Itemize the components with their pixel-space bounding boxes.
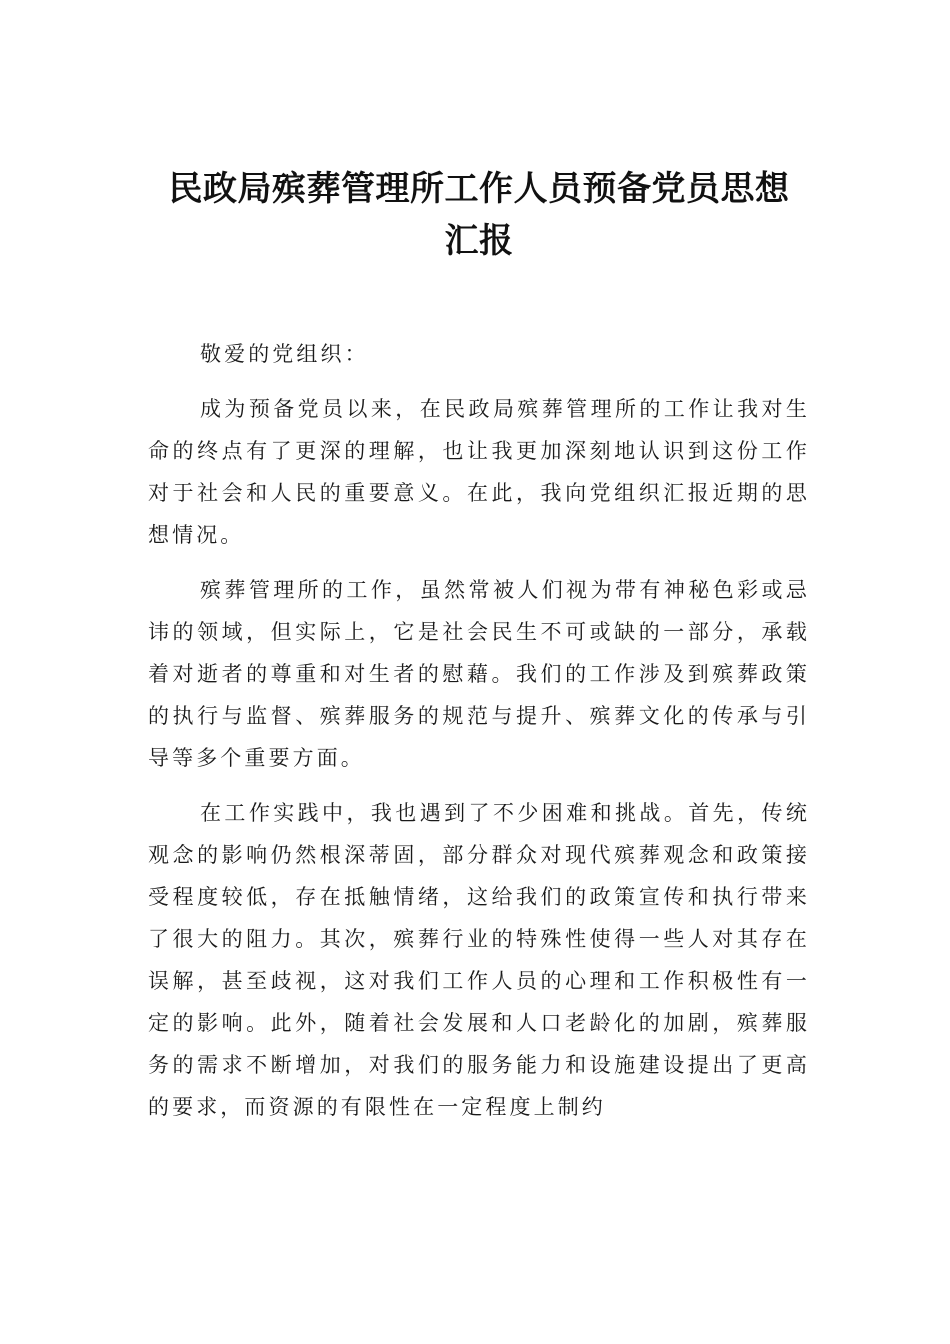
- paragraph-1: 成为预备党员以来，在民政局殡葬管理所的工作让我对生命的终点有了更深的理解，也让我更加深刻地认识到这份工作对于社会和人民的重要意义。在此，我向党组织汇报近期的思想情况。: [148, 397, 810, 547]
- title-line-2: 汇报: [444, 220, 514, 261]
- title-line-1: 民政局殡葬管理所工作人员预备党员思想: [168, 168, 790, 209]
- document-title: [148, 163, 810, 267]
- salutation: 敬爱的党组织：: [200, 342, 369, 366]
- paragraph-3: 在工作实践中，我也遇到了不少困难和挑战。首先，传统观念的影响仍然根深蒂固，部分群众对现代殡葬观念和政策接受程度较低，存在抵触情绪，这给我们的政策宣传和执行带来了很大的阻力。其次，殡葬行业的特殊性使得一些人对其存在误解，甚至歧视，这对我们工作人员的心理和工作积极性有一定的影响。此外，随着社会发展和人口老龄化的加剧，殡葬服务的需求不断增加，对我们的服务能力和设施建设提出了更高的要求，而资源的有限性在一定程度上制约: [148, 801, 810, 1119]
- document-body: [148, 333, 810, 1141]
- paragraph-2: 殡葬管理所的工作，虽然常被人们视为带有神秘色彩或忌讳的领域，但实际上，它是社会民生不可或缺的一部分，承载着对逝者的尊重和对生者的慰藉。我们的工作涉及到殡葬政策的执行与监督、殡葬服务的规范与提升、殡葬文化的传承与引导等多个重要方面。: [148, 578, 810, 770]
